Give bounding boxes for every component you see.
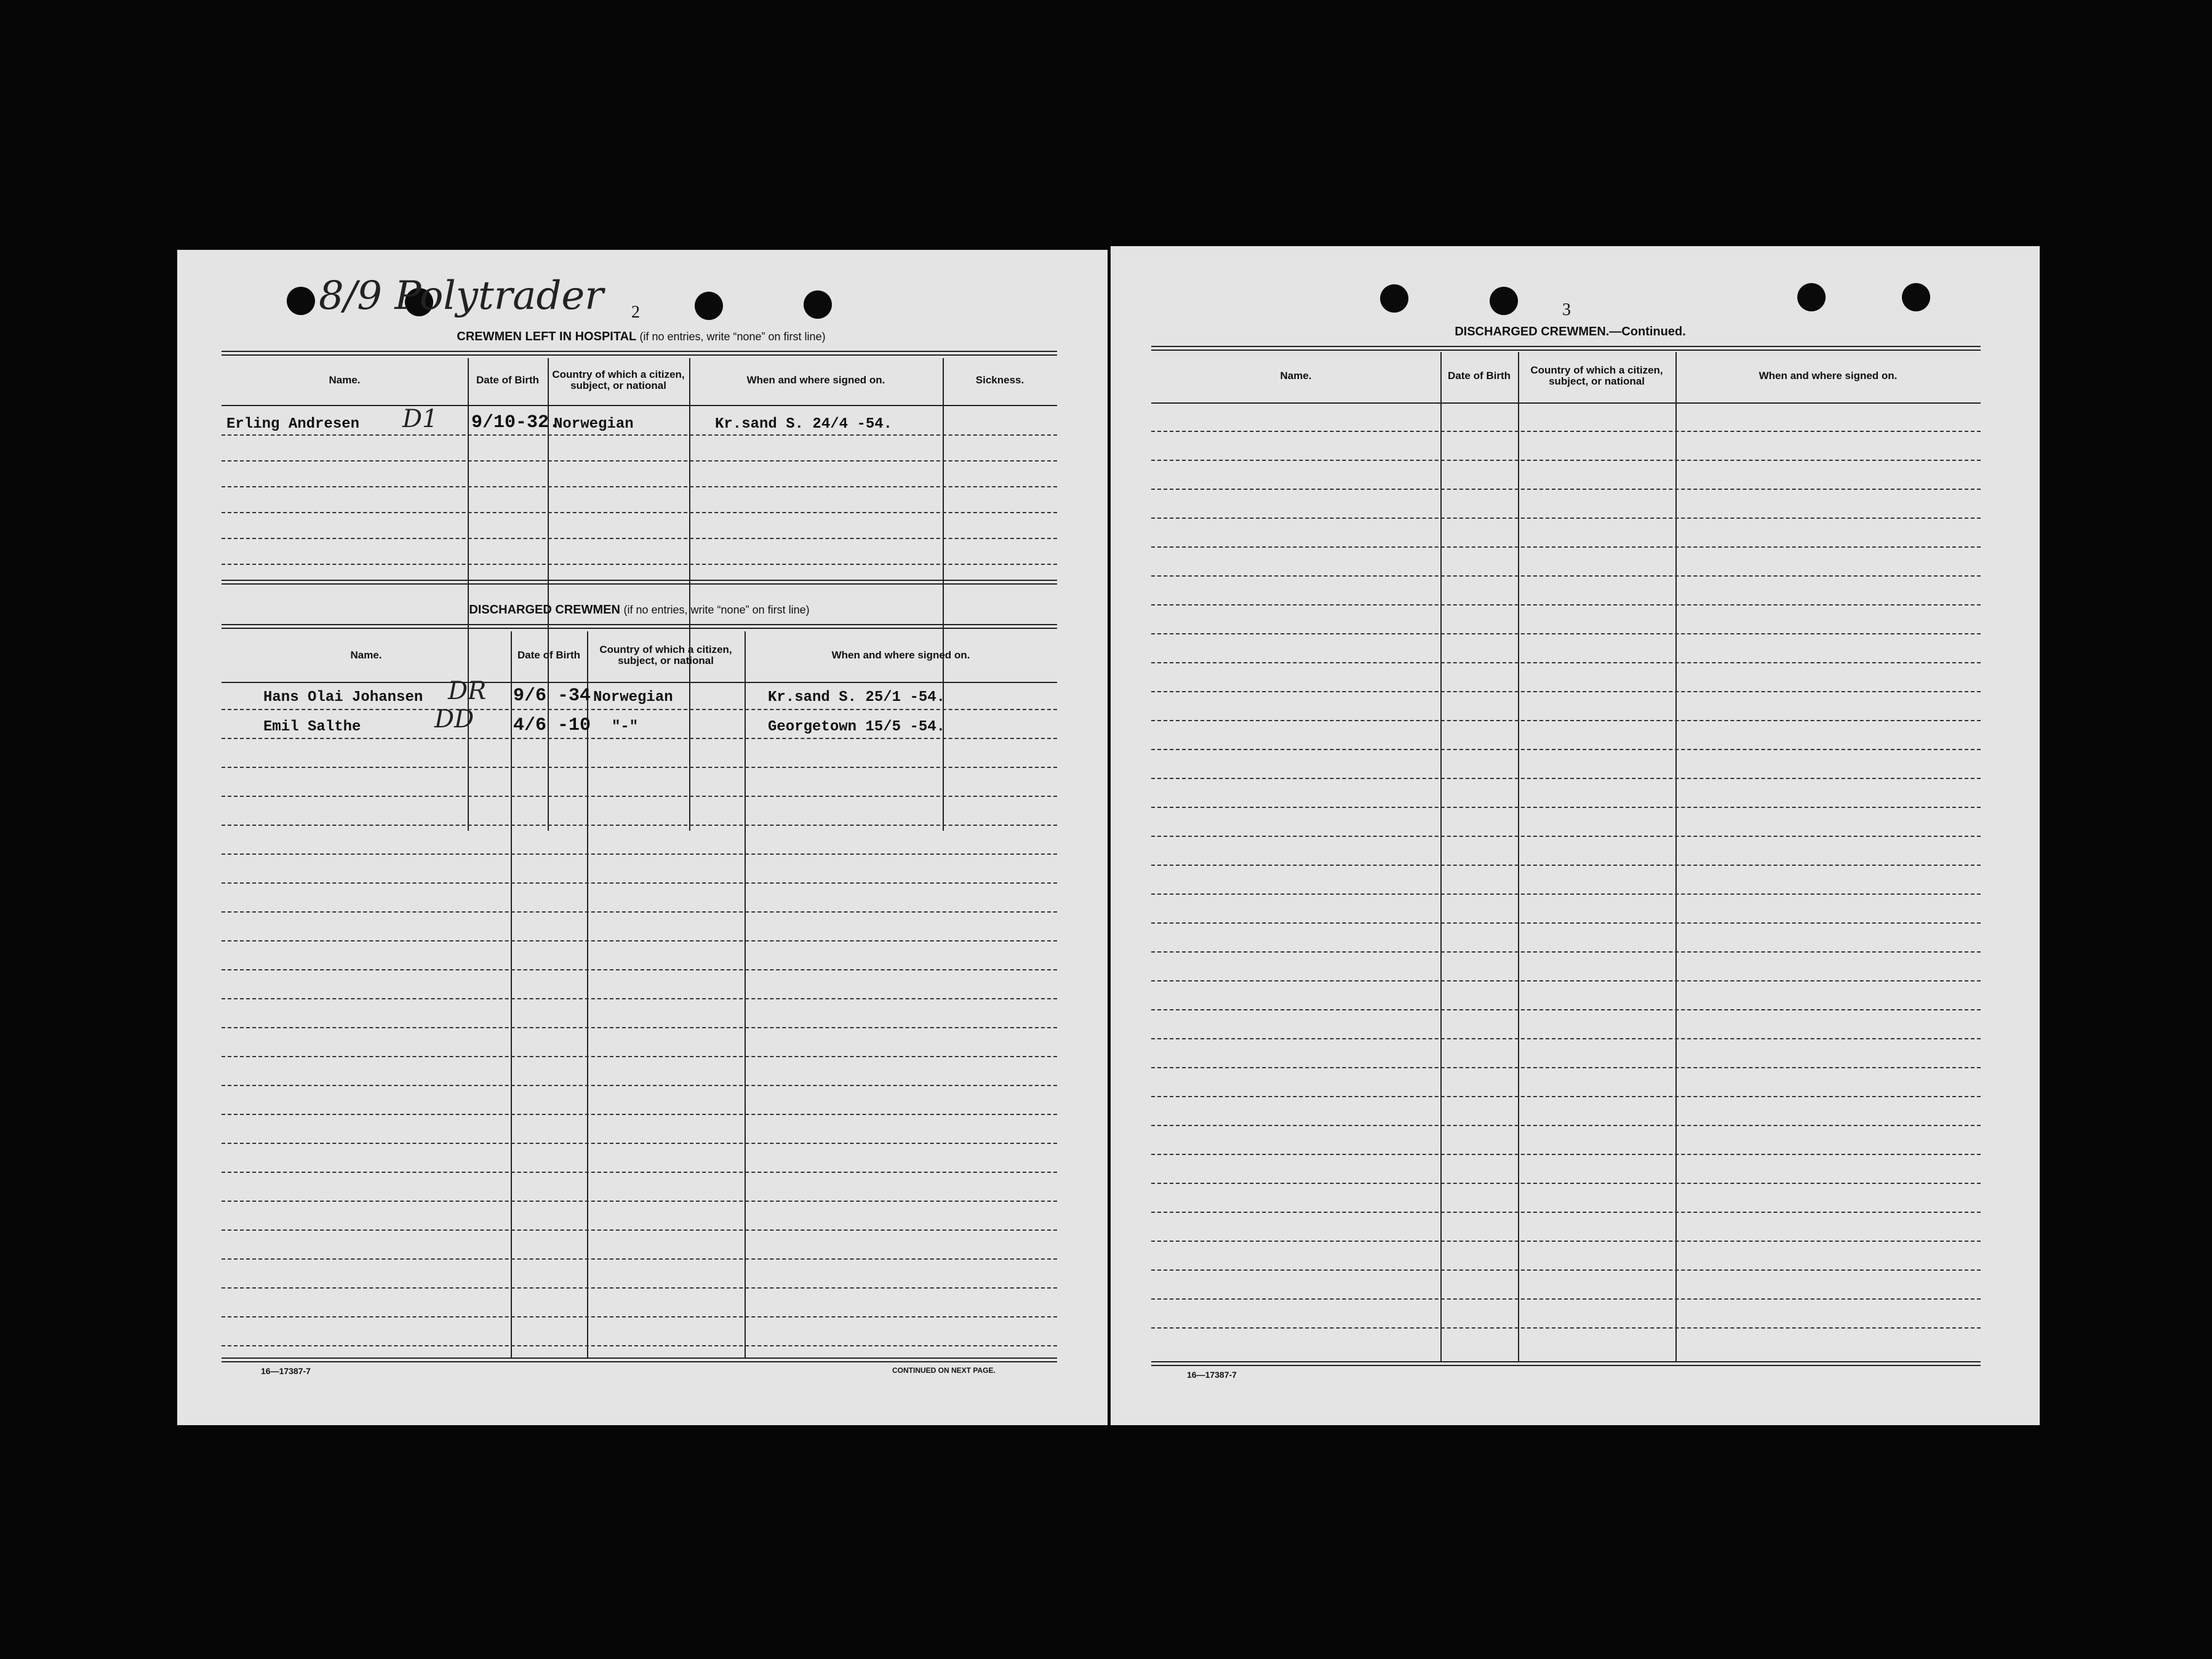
ruled-line (1151, 546, 1981, 548)
column-divider (468, 358, 469, 831)
ruled-line (222, 911, 1057, 913)
discharged-signed-on-cell: Georgetown 15/5 -54. (768, 719, 946, 735)
column-header-country: Country of which a citizen, subject, or national (552, 369, 685, 391)
ruled-line (1151, 893, 1981, 895)
left-form-page (177, 250, 1108, 1425)
discharged-continued-title: DISCHARGED CREWMEN.—Continued. (1455, 325, 1686, 338)
discharged-name-cell: Hans Olai Johansen (263, 689, 423, 706)
hospital-name-cell: Erling Andresen (226, 416, 360, 433)
page-number: 3 (1562, 300, 1571, 319)
handwritten-mark: DD (434, 705, 474, 734)
ruled-line (222, 738, 1057, 739)
handwritten-vessel-note: 8/9 Polytrader (319, 273, 604, 319)
ruled-line (222, 564, 1057, 565)
ruled-line (1151, 1269, 1981, 1271)
ruled-line (222, 767, 1057, 768)
header-rule (222, 682, 1057, 683)
ruled-line (222, 1056, 1057, 1057)
ruled-line (1151, 865, 1981, 866)
column-divider (745, 631, 746, 1357)
ruled-line (222, 709, 1057, 710)
ruled-line (1151, 691, 1981, 692)
column-divider (587, 631, 588, 1357)
header-rule (222, 405, 1057, 406)
hospital-country-cell: Norwegian (554, 416, 634, 433)
punch-hole (1797, 283, 1826, 311)
ruled-line (1151, 604, 1981, 606)
section-rule (222, 580, 1057, 585)
discharged-country-cell: Norwegian (593, 689, 673, 706)
ruled-line (1151, 1154, 1981, 1155)
ruled-line (1151, 662, 1981, 663)
right-form-page (1111, 246, 2040, 1425)
ruled-line (1151, 720, 1981, 721)
hospital-signed-on-cell: Kr.sand S. 24/4 -54. (715, 416, 893, 433)
punch-hole (287, 287, 315, 315)
ruled-line (1151, 1009, 1981, 1010)
ruled-line (1151, 460, 1981, 461)
ruled-line (222, 796, 1057, 797)
ruled-line (1151, 489, 1981, 490)
column-header-dob: Date of Birth (476, 374, 539, 386)
column-divider (1675, 352, 1677, 1361)
ruled-line (1151, 749, 1981, 750)
ruled-line (222, 460, 1057, 462)
page-number: 2 (631, 303, 640, 322)
handwritten-mark: D1 (402, 405, 438, 433)
ruled-line (222, 998, 1057, 999)
column-header-country: Country of which a citizen, subject, or national (1530, 364, 1663, 387)
ruled-line (222, 1316, 1057, 1317)
ruled-line (1151, 1327, 1981, 1329)
discharged-dob-cell: 9/6 -34 (513, 686, 591, 706)
hospital-dob-cell: 9/10-32. (471, 412, 561, 433)
ruled-line (1151, 518, 1981, 519)
ruled-line (1151, 1125, 1981, 1126)
ruled-line (1151, 1241, 1981, 1242)
ruled-line (1151, 951, 1981, 953)
column-divider (1518, 352, 1519, 1361)
ruled-line (1151, 1298, 1981, 1300)
form-code: 16—17387-7 (1187, 1370, 1237, 1380)
ruled-line (222, 1287, 1057, 1289)
section-rule (1151, 346, 1981, 351)
ruled-line (1151, 1183, 1981, 1184)
ruled-line (222, 512, 1057, 513)
ruled-line (222, 434, 1057, 436)
punch-hole (695, 292, 723, 320)
ruled-line (1151, 778, 1981, 779)
ruled-line (222, 825, 1057, 826)
header-rule (1151, 402, 1981, 404)
column-header-name: Name. (329, 374, 361, 386)
ruled-line (1151, 431, 1981, 432)
discharged-section-title: DISCHARGED CREWMEN (if no entries, write “none” on first line) (469, 603, 810, 617)
ruled-line (222, 940, 1057, 941)
column-divider (1440, 352, 1442, 1361)
column-header-signed-on: When and where signed on. (831, 649, 970, 661)
punch-hole (804, 290, 832, 319)
ruled-line (1151, 807, 1981, 808)
ruled-line (1151, 1038, 1981, 1039)
ruled-line (222, 969, 1057, 970)
ruled-line (1151, 922, 1981, 924)
ruled-line (222, 853, 1057, 855)
continued-note: CONTINUED ON NEXT PAGE. (892, 1366, 996, 1375)
ruled-line (222, 1027, 1057, 1028)
form-code: 16—17387-7 (261, 1366, 311, 1376)
ruled-line (222, 1345, 1057, 1346)
discharged-name-cell: Emil Salthe (263, 719, 361, 735)
ruled-line (222, 486, 1057, 487)
ruled-line (1151, 1096, 1981, 1097)
column-header-name: Name. (1280, 370, 1312, 382)
ruled-line (222, 1085, 1057, 1086)
section-rule (222, 351, 1057, 356)
ruled-line (222, 538, 1057, 539)
handwritten-mark: DR (448, 677, 487, 705)
ruled-line (1151, 836, 1981, 837)
ruled-line (222, 1172, 1057, 1173)
column-header-signed-on: When and where signed on. (1759, 370, 1898, 382)
punch-hole (1902, 283, 1930, 311)
column-header-sickness: Sickness. (975, 374, 1024, 386)
column-divider (689, 358, 690, 831)
ruled-line (222, 1229, 1057, 1231)
ruled-line (222, 882, 1057, 884)
discharged-country-cell: "-" (612, 719, 639, 735)
column-header-dob: Date of Birth (1448, 370, 1511, 382)
ruled-line (1151, 633, 1981, 634)
ruled-line (222, 1114, 1057, 1115)
section-rule (222, 1357, 1057, 1362)
ruled-line (222, 1143, 1057, 1144)
section-rule (222, 624, 1057, 629)
ruled-line (1151, 980, 1981, 981)
ruled-line (1151, 1067, 1981, 1068)
column-header-country: Country of which a citizen, subject, or national (599, 644, 732, 666)
column-header-name: Name. (350, 649, 382, 661)
hospital-section-title: CREWMEN LEFT IN HOSPITAL (if no entries, write “none” on first line) (457, 330, 826, 343)
column-header-signed-on: When and where signed on. (746, 374, 885, 386)
ruled-line (1151, 575, 1981, 577)
column-header-dob: Date of Birth (517, 649, 580, 661)
column-divider (511, 631, 512, 1357)
ruled-line (222, 1258, 1057, 1260)
ruled-line (1151, 1212, 1981, 1213)
discharged-dob-cell: 4/6 -10 (513, 715, 591, 736)
section-rule (1151, 1361, 1981, 1366)
column-divider (943, 358, 944, 831)
punch-hole (1490, 287, 1518, 315)
discharged-signed-on-cell: Kr.sand S. 25/1 -54. (768, 689, 946, 706)
punch-hole (1380, 284, 1408, 313)
ruled-line (222, 1201, 1057, 1202)
